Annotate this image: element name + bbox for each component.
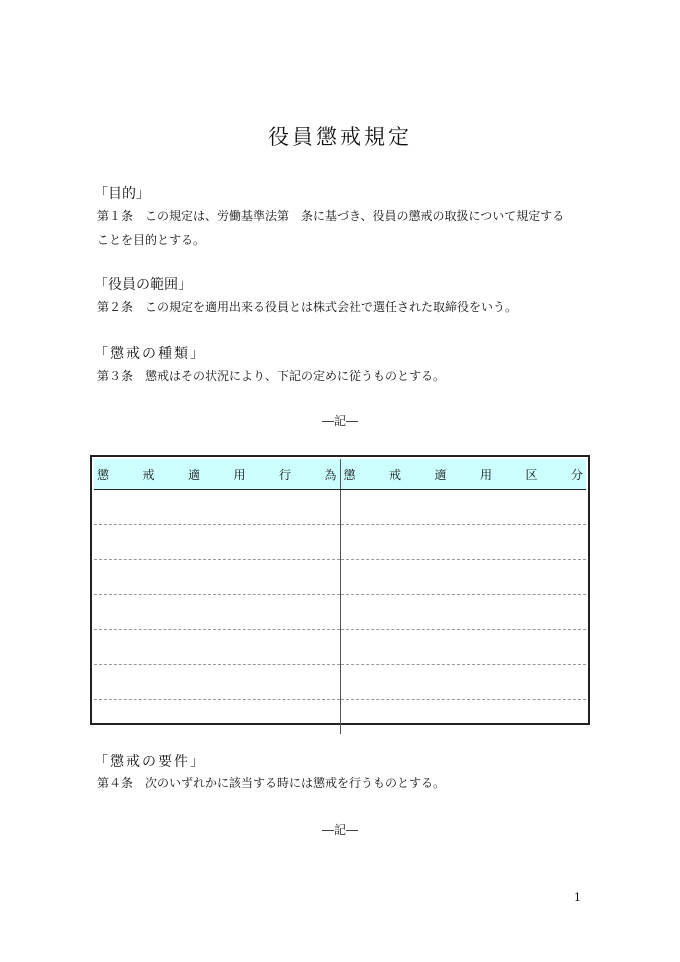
table-cell bbox=[94, 560, 340, 595]
page-number: 1 bbox=[574, 891, 581, 904]
table-cell bbox=[340, 560, 586, 595]
article-3-line-1: 第３条 懲戒はその状況により、下記の定めに従うものとする。 bbox=[97, 369, 446, 383]
table-row bbox=[94, 700, 586, 735]
table-cell bbox=[340, 525, 586, 560]
header-char: 為 bbox=[324, 467, 337, 482]
article-4-text bbox=[97, 771, 597, 795]
header-char: 区 bbox=[525, 467, 538, 482]
article-3-text bbox=[97, 364, 597, 388]
header-char: 行 bbox=[278, 467, 291, 482]
article-4-line-1: 第４条 次のいずれかに該当する時には懲戒を行うものとする。 bbox=[97, 776, 446, 790]
header-char: 分 bbox=[570, 467, 583, 482]
header-char: 適 bbox=[187, 467, 200, 482]
section-heading-types: 「懲戒の種類」 bbox=[94, 346, 206, 362]
table-cell bbox=[94, 630, 340, 665]
table-cell bbox=[340, 490, 586, 525]
table-cell bbox=[340, 630, 586, 665]
discipline-table bbox=[90, 455, 590, 725]
header-char: 戒 bbox=[388, 467, 401, 482]
table-cell bbox=[94, 665, 340, 700]
ki-mark-1: ―記― bbox=[321, 414, 358, 428]
table-cell bbox=[340, 700, 586, 735]
table-header-row bbox=[94, 459, 586, 490]
table-row bbox=[94, 560, 586, 595]
article-2-line-1: 第２条 この規定を適用出来る役員とは株式会社で選任された取締役をいう。 bbox=[97, 300, 518, 314]
header-char: 用 bbox=[233, 467, 246, 482]
table-cell bbox=[94, 525, 340, 560]
article-1-line-2: ことを目的とする。 bbox=[97, 233, 206, 247]
table-row bbox=[94, 630, 586, 665]
table-row bbox=[94, 525, 586, 560]
header-disciplinary-category bbox=[340, 459, 586, 490]
section-heading-purpose: 「目的」 bbox=[94, 186, 150, 202]
table-cell bbox=[94, 595, 340, 630]
section-heading-scope: 「役員の範囲」 bbox=[94, 277, 192, 293]
header-char: 用 bbox=[479, 467, 492, 482]
table-cell bbox=[340, 665, 586, 700]
table-cell bbox=[94, 490, 340, 525]
section-heading-requirements: 「懲戒の要件」 bbox=[94, 754, 206, 770]
article-1-line-1: 第１条 この規定は、労働基準法第 条に基づき、役員の懲戒の取扱について規定する bbox=[97, 209, 565, 223]
document-title: 役員懲戒規定 bbox=[268, 125, 412, 149]
ki-mark-2: ―記― bbox=[321, 823, 358, 837]
table-cell bbox=[340, 595, 586, 630]
table-cell bbox=[94, 700, 340, 735]
table-row bbox=[94, 490, 586, 525]
discipline-table-grid bbox=[94, 459, 586, 734]
header-char: 懲 bbox=[97, 467, 110, 482]
header-char: 懲 bbox=[343, 467, 356, 482]
header-disciplinary-act bbox=[94, 459, 340, 490]
header-char: 適 bbox=[434, 467, 447, 482]
table-row bbox=[94, 595, 586, 630]
article-2-text bbox=[97, 295, 597, 319]
table-row bbox=[94, 665, 586, 700]
header-char: 戒 bbox=[142, 467, 155, 482]
article-1-text bbox=[97, 204, 597, 252]
